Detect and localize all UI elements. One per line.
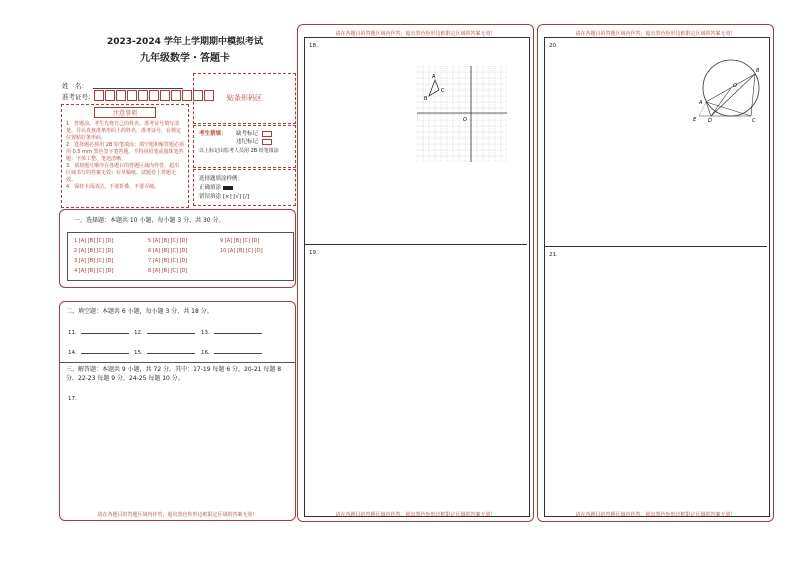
warning-middle-top: 请在各题目的答题区域内作答，超出黑色矩形边框限定区域的答案无效！	[335, 31, 496, 37]
id-cell[interactable]	[116, 90, 126, 101]
blank-14-label: 14．	[68, 350, 81, 356]
section2-title: 二、填空题：本题共 6 小题，每小题 3 分，共 18 分。	[66, 308, 213, 315]
violation-checkbox[interactable]	[262, 139, 272, 145]
filled-mark-icon	[223, 186, 233, 190]
fill-example-box	[193, 169, 296, 206]
q17-answer-area[interactable]	[66, 406, 291, 506]
id-cell[interactable]	[160, 90, 170, 101]
blank-15-label: 15．	[134, 350, 147, 356]
choice-row-4[interactable]: 4 [A] [B] [C] [D]	[74, 268, 114, 274]
id-cell[interactable]	[127, 90, 137, 101]
q18-grid-figure	[417, 66, 507, 162]
label-D: D	[708, 118, 712, 122]
blank-13-label: 13．	[201, 330, 214, 336]
section3-title: 三、解答题：本题共 9 小题，共 72 分。其中：17-19 每题 6 分，20-21 每题 8 分，22-23 每题 9 分，24-25 每题 10 分。	[66, 366, 282, 382]
warning-right-top: 请在各题目的答题区域内作答，超出黑色矩形边框限定区域的答案无效！	[575, 31, 736, 37]
blank-11[interactable]	[81, 327, 129, 334]
choice-row-8[interactable]: 8 [A] [B] [C] [D]	[148, 268, 188, 274]
blank-15[interactable]	[147, 347, 195, 354]
id-cell[interactable]	[138, 90, 148, 101]
blank-16-label: 16．	[201, 350, 214, 356]
fill-wrong-label: 错误填涂 [×] [√] [/]	[199, 194, 250, 200]
name-line[interactable]	[93, 88, 183, 89]
label-E: E	[693, 117, 697, 122]
notice-box	[61, 104, 189, 208]
notice-title: 注意事项	[94, 107, 156, 118]
divider	[60, 362, 295, 363]
notice-item-4: 4．保持卡面清洁，不要折叠、不要弄破。	[66, 184, 160, 190]
fill-title: 选择题填涂样例：	[199, 176, 244, 182]
choice-row-3[interactable]: 3 [A] [B] [C] [D]	[74, 258, 114, 264]
section-choice	[59, 209, 296, 288]
id-cell[interactable]	[105, 90, 115, 101]
divider-18-19	[305, 244, 527, 245]
right-column	[537, 24, 774, 522]
divider-20-21	[545, 246, 767, 247]
marks-note: 以上标记由监考人员用 2B 铅笔填涂	[199, 148, 279, 154]
name-label: 姓 名：	[62, 82, 88, 90]
blank-13[interactable]	[214, 327, 262, 334]
id-cell[interactable]	[94, 90, 104, 101]
exam-subtitle: 九年级数学・答题卡	[140, 53, 230, 64]
marks-title: 考生禁填：	[199, 131, 227, 137]
q21-number: 21.	[549, 252, 558, 258]
choice-row-1[interactable]: 1 [A] [B] [C] [D]	[74, 238, 114, 244]
blank-14[interactable]	[81, 347, 129, 354]
answer-frame-middle	[304, 37, 530, 517]
barcode-area	[193, 73, 296, 124]
choice-row-5[interactable]: 5 [A] [B] [C] [D]	[148, 238, 188, 244]
notice-item-1: 1．答题前，考生先将自己的姓名、准考证号填写清楚，并认真核准条形码上的姓名、准考证号，在规定位置贴好条形码。	[66, 121, 182, 141]
absent-checkbox[interactable]	[262, 131, 272, 137]
label-O: O	[733, 83, 737, 89]
q17-number: 17.	[68, 396, 77, 402]
label-A: A	[432, 74, 436, 80]
marks-box	[193, 125, 296, 168]
choice-row-7[interactable]: 7 [A] [B] [C] [D]	[148, 258, 188, 264]
id-label: 准考证号：	[62, 93, 95, 101]
warning-middle-bottom: 请在各题目的答题区域内作答，超出黑色矩形边框限定区域的答案无效！	[335, 512, 496, 518]
label-B: B	[756, 68, 760, 74]
id-cell[interactable]	[171, 90, 181, 101]
fill-correct-label: 正确填涂	[199, 185, 222, 191]
blank-12-label: 12．	[134, 330, 147, 336]
label-B: B	[424, 96, 428, 102]
id-cell[interactable]	[149, 90, 159, 101]
warning-left: 请在各题目的答题区域内作答，超出黑色矩形边框限定区域的答案无效！	[97, 512, 258, 518]
violation-label: 违纪标记	[236, 139, 259, 145]
q18-number: 18.	[309, 43, 318, 49]
q19-number: 19.	[309, 250, 318, 256]
blank-12[interactable]	[147, 327, 195, 334]
blank-11-label: 11．	[68, 330, 81, 336]
id-cell[interactable]	[182, 90, 192, 101]
choice-row-10[interactable]: 10 [A] [B] [C] [D]	[220, 248, 263, 254]
section1-title: 一、选择题：本题共 10 小题，每小题 3 分，共 30 分。	[74, 217, 225, 224]
notice-item-2: 2．选择题必须用 2B 铅笔填涂；填空题和解答题必须用 0.5 mm 黑色签字笔答题，不得用铅笔或圆珠笔答题；字体工整、笔迹清晰。	[66, 142, 184, 162]
choice-row-9[interactable]: 9 [A] [B] [C] [D]	[220, 238, 260, 244]
blank-16[interactable]	[214, 347, 262, 354]
choice-grid	[67, 232, 294, 281]
warning-right-bottom: 请在各题目的答题区域内作答，超出黑色矩形边框限定区域的答案无效！	[575, 512, 736, 518]
label-C: C	[752, 118, 756, 122]
grid-lines	[417, 66, 507, 162]
label-A: A	[699, 100, 703, 106]
label-O: O	[463, 117, 467, 123]
barcode-label: 贴条形码区	[227, 94, 262, 102]
absent-label: 缺考标记	[236, 131, 259, 137]
q20-circle-figure	[693, 50, 765, 122]
section-fill-and-solve	[59, 301, 296, 521]
choice-row-2[interactable]: 2 [A] [B] [C] [D]	[74, 248, 114, 254]
triangle-abc	[429, 80, 439, 96]
exam-title: 2023-2024 学年上学期期中模拟考试	[107, 37, 263, 47]
q20-number: 20.	[549, 43, 558, 49]
answer-frame-right	[544, 37, 770, 517]
choice-row-6[interactable]: 6 [A] [B] [C] [D]	[148, 248, 188, 254]
label-C: C	[441, 88, 445, 94]
middle-column	[297, 24, 534, 522]
notice-item-3: 3．请按题号顺序在各题目的答题区域内作答，超出区域书写的答案无效；在草稿纸、试题卷上答题无效。	[66, 163, 180, 183]
